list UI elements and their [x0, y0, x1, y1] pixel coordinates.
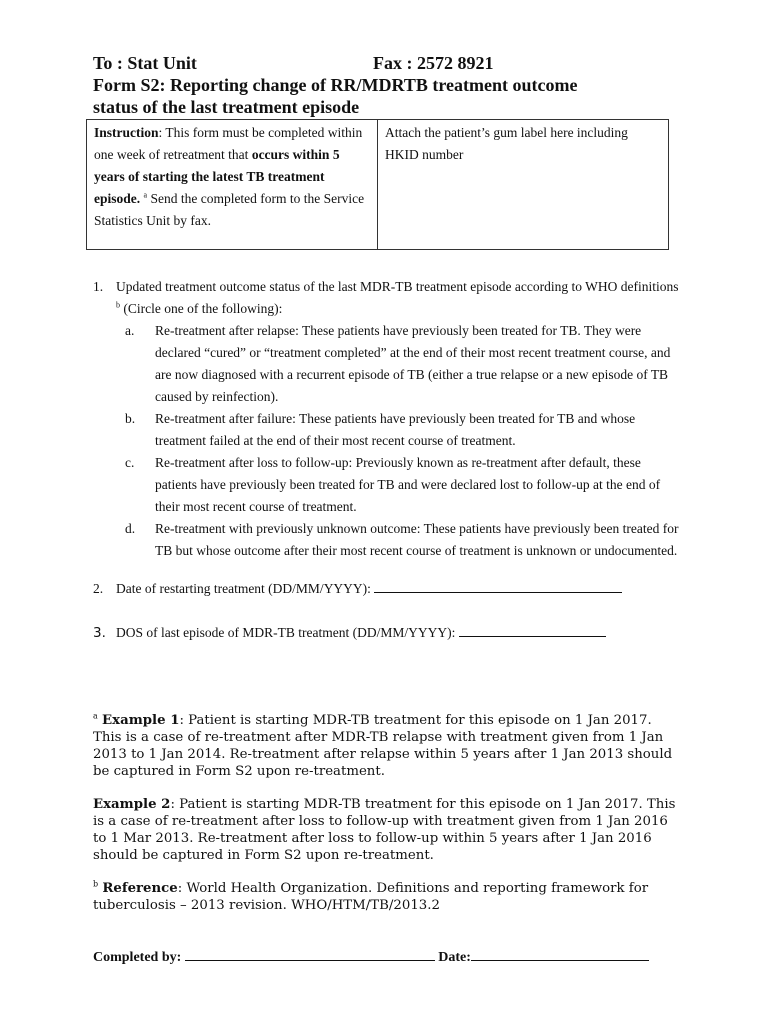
option-relapse[interactable] [116, 320, 683, 408]
question-1-text: Updated treatment outcome status of the last MDR-TB treatment episode according to WHO definitions [116, 279, 679, 294]
option-text: Re-treatment after failure: These patients have previously been treated for TB and whose treatment failed at the end of their most recent course of treatment. [155, 411, 636, 448]
instruction-part2: Send the completed form to the Service Statistics Unit by fax. [94, 191, 365, 228]
option-text: Re-treatment with previously unknown outcome: These patients have previously been treated for TB but whose outcome after their most recent course of treatment is unknown or undocumented. [155, 521, 679, 558]
option-letter: c. [125, 455, 135, 470]
form-title-line1: Form S2: Reporting change of RR/MDRTB treatment outcome [93, 75, 578, 95]
question-1 [93, 276, 683, 562]
option-text: Re-treatment after relapse: These patients have previously been treated for TB. They were declared “cured” or “treatment completed” at the end of their most recent treatment course, and are now diagnosed with a recurrent episode of TB (either a true relapse or a new episode of TB caused by reinfection). [155, 323, 671, 404]
example-1-label: Example 1 [102, 713, 180, 728]
example-1-note [93, 712, 683, 780]
form-title-line2: status of the last treatment episode [93, 97, 360, 117]
completed-by-field[interactable] [185, 946, 435, 961]
question-1-number: 1. [93, 279, 104, 294]
instruction-text [94, 122, 368, 232]
signature-date-field[interactable] [471, 946, 649, 961]
question-3-number: 3. [93, 625, 106, 641]
example-2-note [93, 796, 683, 864]
dos-date-field[interactable] [459, 622, 606, 637]
question-2-text: Date of restarting treatment (DD/MM/YYYY): [116, 581, 375, 596]
option-unknown-outcome[interactable] [116, 518, 683, 562]
option-failure[interactable] [116, 408, 683, 452]
form-header [93, 52, 693, 118]
instruction-label: Instruction [94, 125, 159, 140]
option-text: Re-treatment after loss to follow-up: Previously known as re-treatment after default, these patients have previously been treated for TB and were declared lost to follow-up at the end of their most recent course of treatment. [155, 455, 661, 514]
to-line: To : Stat Unit [93, 53, 197, 73]
question-1-text-end: (Circle one of the following): [120, 301, 283, 316]
example-2-text: : Patient is starting MDR-TB treatment for this episode on 1 Jan 2017. This is a case of re-treatment after loss to follow-up with treatment given from 1 Jan 2016 to 1 Mar 2013. Re-treatment after loss to follow-up within 5 years after 1 Jan 2016 should be captured in Form S2 upon re-treatment. [93, 797, 676, 863]
footnote-b-marker: b [116, 300, 120, 310]
completed-by-label: Completed by: [93, 950, 185, 965]
footnote-b-marker: b [93, 879, 99, 889]
reference-label: Reference [102, 881, 178, 896]
instruction-part1: : This form must be completed within one week of retreatment that [94, 125, 363, 162]
instruction-emphasis: occurs within 5 years of starting the latest TB treatment episode. [94, 147, 340, 206]
reference-text: : World Health Organization. Definitions and reporting framework for tuberculosis – 2013 revision. WHO/HTM/TB/2013.2 [93, 881, 649, 913]
signature-line [93, 946, 683, 968]
question-2-number: 2. [93, 581, 104, 596]
footnote-a-marker: a [143, 190, 148, 200]
restart-date-field[interactable] [374, 578, 622, 593]
example-2-label: Example 2 [93, 797, 171, 812]
footnote-a-marker: a [93, 711, 98, 721]
reference-note [93, 880, 683, 914]
outcome-options [116, 320, 683, 562]
instruction-box [86, 119, 669, 250]
option-loss-to-follow-up[interactable] [116, 452, 683, 518]
option-letter: d. [125, 521, 136, 536]
box-divider [377, 120, 378, 249]
option-letter: b. [125, 411, 136, 426]
fax-number: Fax : 2572 8921 [373, 53, 494, 73]
question-2 [93, 578, 683, 600]
form-body [93, 276, 683, 644]
option-letter: a. [125, 323, 135, 338]
example-1-text: : Patient is starting MDR-TB treatment for this episode on 1 Jan 2017. This is a case of re-treatment after MDR-TB relapse with treatment given from 1 Jan 2013 to 1 Jan 2014. Re-treatment after relapse within 5 years after 1 Jan 2013 should be captured in Form S2 upon re-treatment. [93, 713, 673, 779]
question-3 [93, 622, 683, 644]
gum-label-area[interactable]: Attach the patient’s gum label here including HKID number [385, 125, 628, 162]
question-3-text: DOS of last episode of MDR-TB treatment (DD/MM/YYYY): [116, 625, 459, 640]
date-label: Date: [438, 950, 471, 965]
